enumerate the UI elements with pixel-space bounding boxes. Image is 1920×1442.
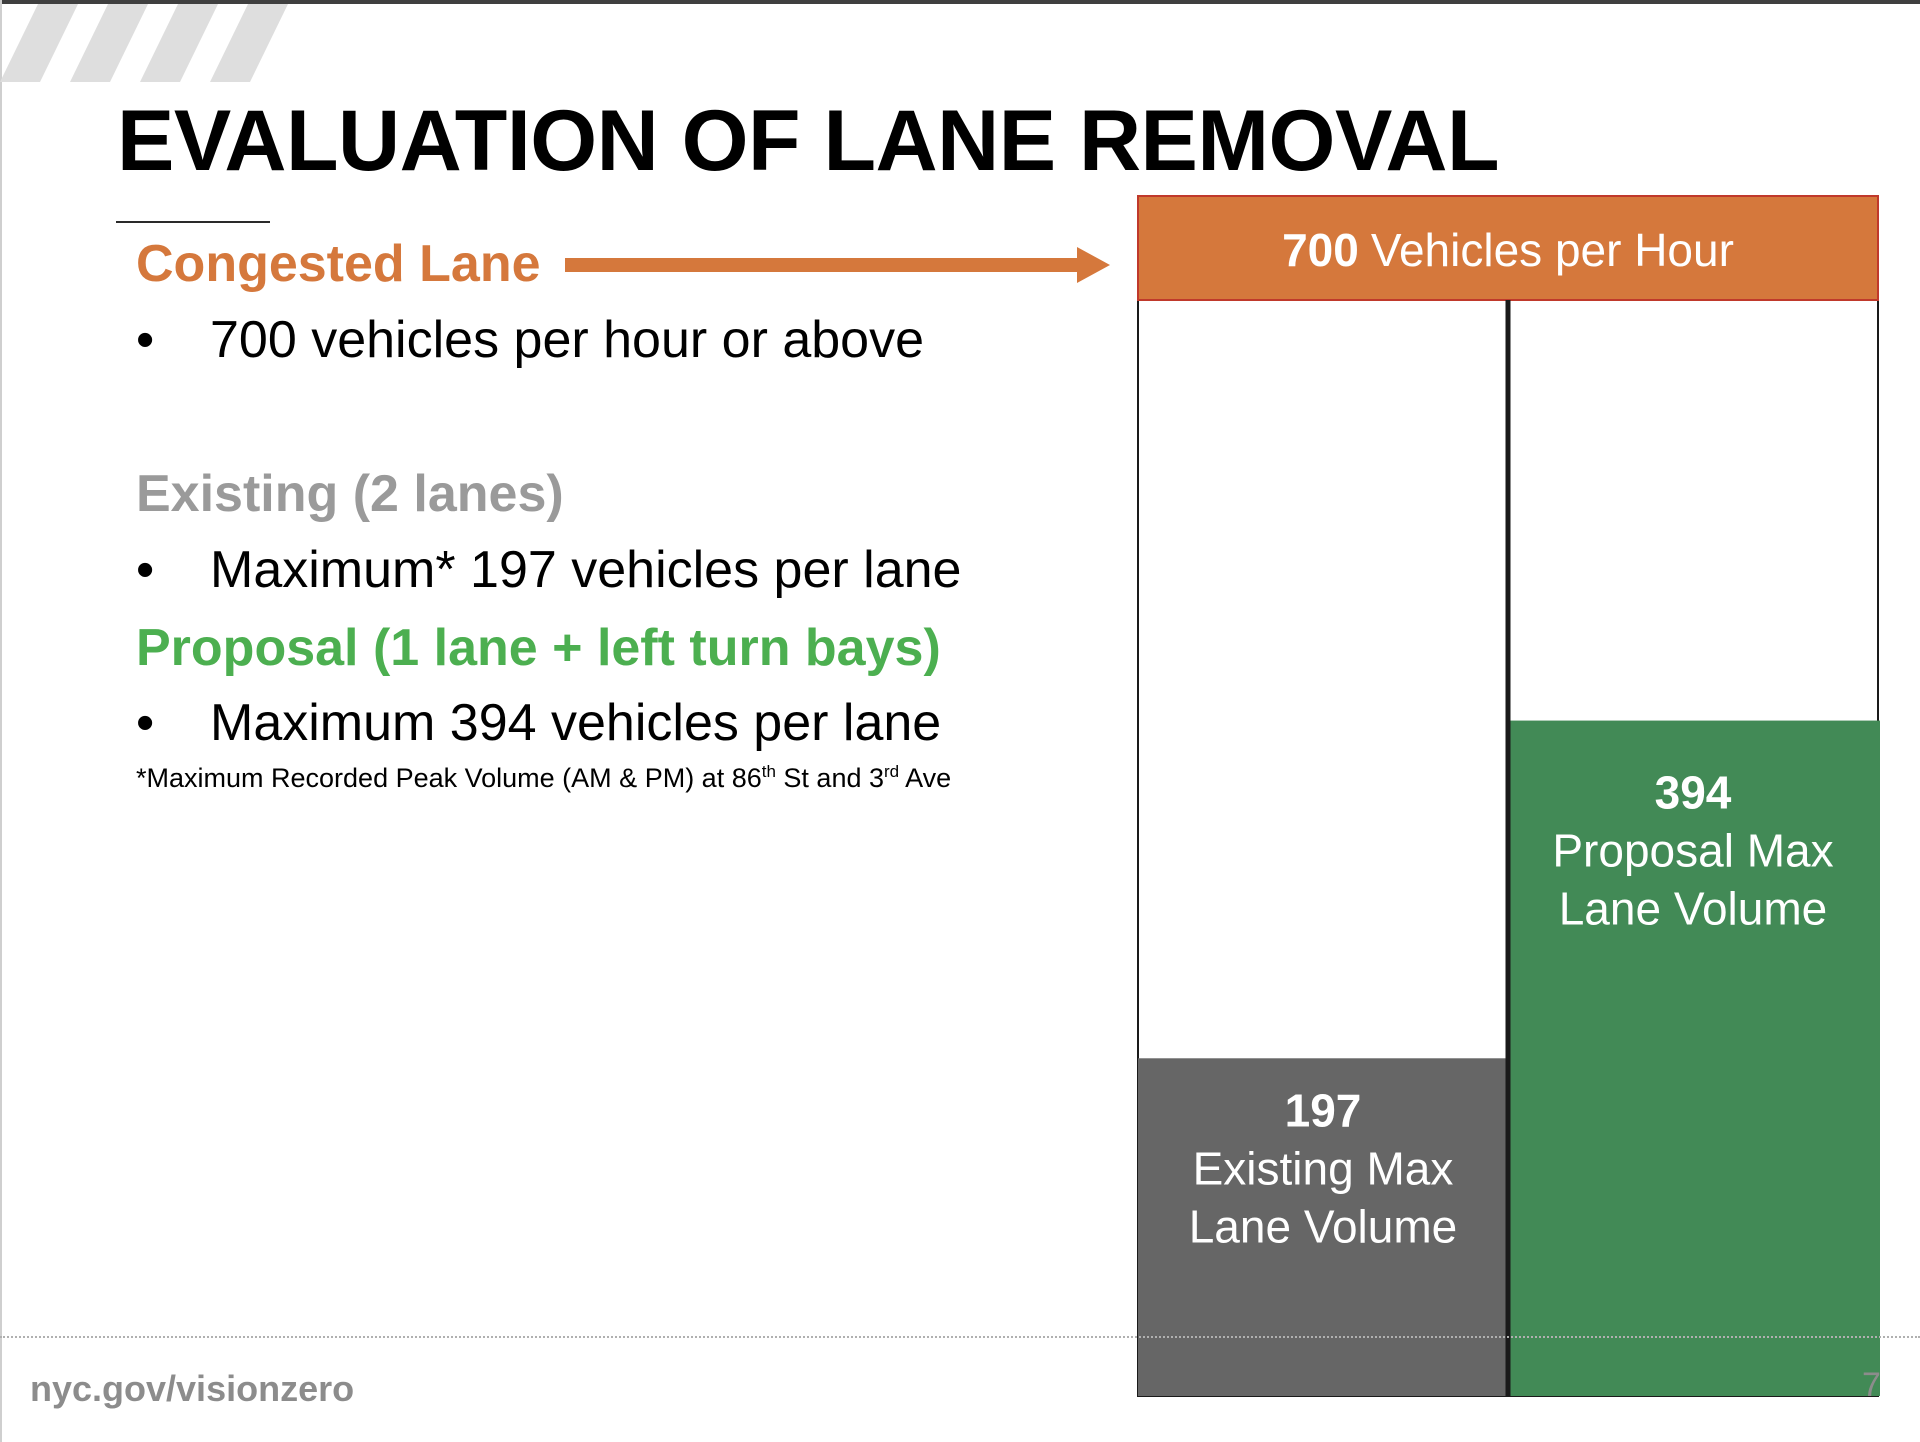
footnote-part-2: St and 3 (775, 763, 885, 793)
footnote-sup-th: th (761, 762, 776, 781)
footnote-sup-rd: rd (884, 762, 900, 781)
page-number: 7 (1862, 1366, 1881, 1404)
congested-lane-bullet-text: 700 vehicles per hour or above (210, 311, 925, 369)
threshold-value: 700 (1282, 224, 1359, 276)
proposal-label-line-1: Proposal Max (1552, 824, 1834, 877)
existing-bullet (136, 540, 961, 600)
threshold-text: Vehicles per Hour (1370, 224, 1734, 276)
title-underline (116, 221, 270, 223)
footnote (136, 762, 951, 794)
footnote-part-1: *Maximum Recorded Peak Volume (AM & PM) at 86 (136, 763, 762, 793)
proposal-bullet-text: Maximum 394 vehicles per lane (210, 694, 942, 752)
bullet-dot: • (136, 541, 155, 599)
lane-volume-chart (1130, 190, 1890, 1410)
proposal-bullet (136, 693, 941, 753)
threshold-label (1282, 224, 1734, 276)
proposal-heading: Proposal (1 lane + left turn bays) (136, 619, 941, 677)
footer-divider (0, 1336, 1920, 1338)
proposal-value-label: 394 (1654, 766, 1732, 819)
existing-bullet-text: Maximum* 197 vehicles per lane (210, 541, 962, 599)
bullet-dot: • (136, 694, 155, 752)
page-title: EVALUATION OF LANE REMOVAL (117, 93, 1500, 189)
congested-lane-heading: Congested Lane (136, 235, 541, 293)
arrow-icon (565, 245, 1110, 285)
existing-heading: Existing (2 lanes) (136, 465, 564, 523)
existing-label-line-2: Lane Volume (1188, 1200, 1458, 1253)
header-stripes (0, 4, 290, 82)
bullet-dot: • (136, 311, 155, 369)
bar-proposal (1508, 721, 1880, 1396)
footer-url-link[interactable]: nyc.gov/visionzero (30, 1368, 355, 1409)
congested-lane-bullet (136, 310, 924, 370)
footnote-part-3: Ave (899, 763, 952, 793)
proposal-label-line-2: Lane Volume (1558, 882, 1828, 935)
existing-value-label: 197 (1284, 1084, 1362, 1137)
left-edge-rule (0, 0, 2, 1442)
existing-label-line-1: Existing Max (1192, 1142, 1454, 1195)
